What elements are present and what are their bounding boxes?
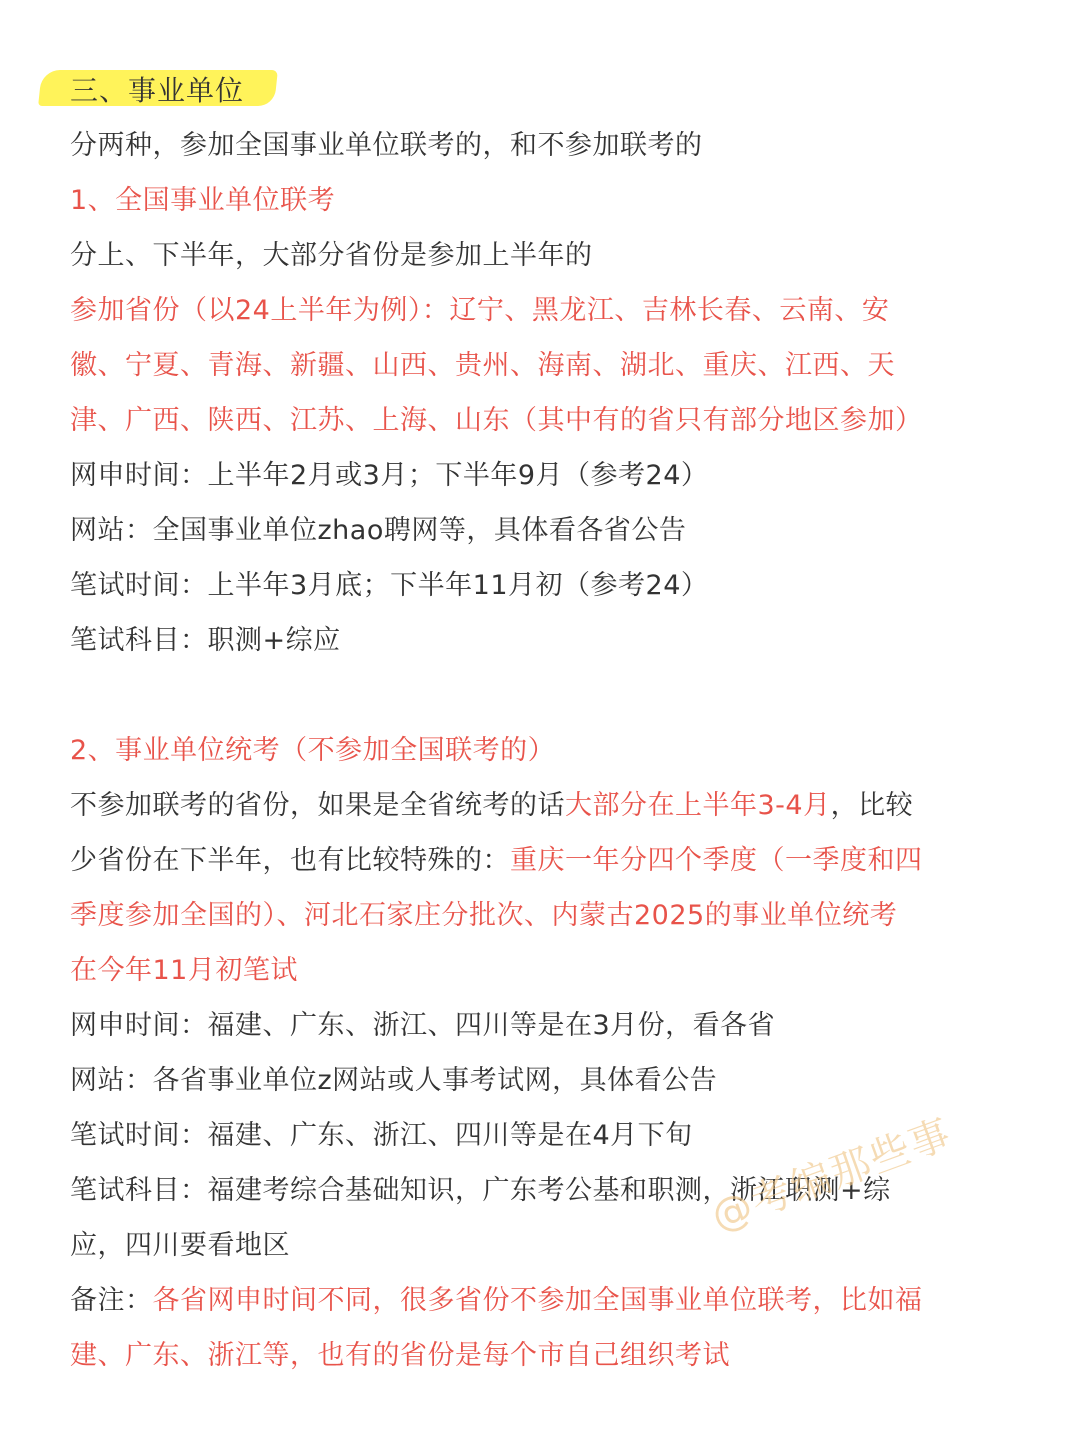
part2-website: 网站：各省事业单位z网站或人事考试网，具体看公告 (70, 1065, 718, 1096)
note-label: 备注： (70, 1285, 153, 1316)
part2-highlight-text: 大部分在上半年3-4月 (565, 790, 831, 821)
part1-provinces-line: 徽、宁夏、青海、新疆、山西、贵州、海南、湖北、重庆、江西、天 (70, 350, 895, 381)
part2-title: 2、事业单位统考（不参加全国联考的） (70, 735, 556, 766)
part2-paragraph-line-2 (70, 833, 1015, 888)
part2-text: 少省份在下半年，也有比较特殊的： (70, 845, 510, 876)
part2-paragraph-line-1 (70, 778, 1015, 833)
part2-text: ，比较 (830, 790, 914, 821)
part2-subjects-line-2: 应，四川要看地区 (70, 1230, 290, 1261)
part1-desc: 分上、下半年，大部分省份是参加上半年的 (70, 240, 593, 271)
part2-subjects-line-1: 笔试科目：福建考综合基础知识，广东考公基和职测，浙江职测+综 (70, 1175, 891, 1206)
watermark: @考编那些事 (705, 1110, 959, 1241)
part1-provinces-line: 津、广西、陕西、江苏、上海、山东（其中有的省只有部分地区参加） (70, 405, 923, 436)
part2-paragraph-line-4: 在今年11月初笔试 (70, 955, 298, 986)
section-heading: 三、事业单位 (70, 74, 245, 107)
part1-title: 1、全国事业单位联考 (70, 185, 336, 216)
part1-exam-time: 笔试时间：上半年3月底；下半年11月初（参考24） (70, 570, 709, 601)
part2-note-line-2: 建、广东、浙江等，也有的省份是每个市自己组织考试 (70, 1340, 730, 1371)
part2-apply-time: 网申时间：福建、广东、浙江、四川等是在3月份，看各省 (70, 1010, 776, 1041)
part1-website: 网站：全国事业单位zhao聘网等，具体看各省公告 (70, 515, 687, 546)
part2-text: 不参加联考的省份，如果是全省统考的话 (70, 790, 565, 821)
part2-highlight-text: 重庆一年分四个季度（一季度和四 (510, 845, 923, 876)
part1-subjects: 笔试科目：职测+综应 (70, 625, 341, 656)
note-text: 各省网申时间不同，很多省份不参加全国事业单位联考，比如福 (152, 1285, 923, 1316)
part2-paragraph-line-3: 季度参加全国的）、河北石家庄分批次、内蒙古2025的事业单位统考 (70, 900, 898, 931)
part2-exam-time: 笔试时间：福建、广东、浙江、四川等是在4月下旬 (70, 1120, 693, 1151)
intro-text: 分两种，参加全国事业单位联考的，和不参加联考的 (70, 130, 703, 161)
part1-apply-time: 网申时间：上半年2月或3月；下半年9月（参考24） (70, 460, 709, 491)
part2-note-line-1 (70, 1273, 1015, 1328)
part1-provinces-line: 参加省份（以24上半年为例）：辽宁、黑龙江、吉林长春、云南、安 (70, 295, 890, 326)
